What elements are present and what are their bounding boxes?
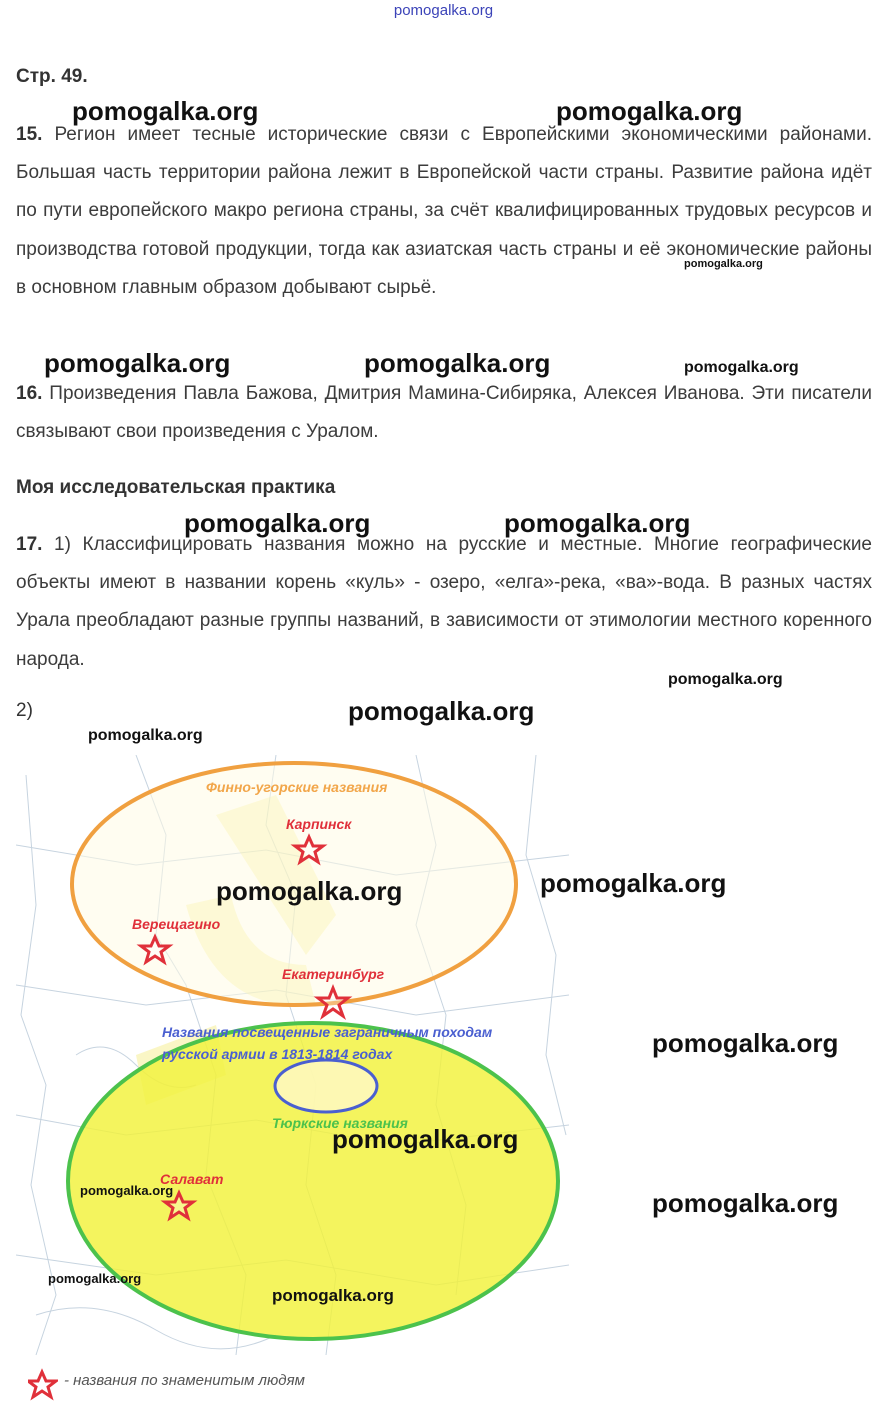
watermark: pomogalka.org [184,508,371,538]
legend-text: - названия по знаменитым людям [64,1372,305,1389]
watermark: pomogalka.org [652,1028,839,1058]
campaign-label-line1: Названия посвещенные заграничным походам [162,1024,493,1040]
campaign-names-ellipse [275,1060,377,1112]
answer-16 [16,375,872,451]
city-label-ekaterinburg: Екатеринбург [282,966,385,982]
turkic-label: Тюркские названия [272,1115,408,1131]
answer-number: 17. [16,534,43,555]
legend-star-icon [28,1368,58,1402]
watermark: pomogalka.org [364,348,551,378]
answer-number: 15. [16,124,43,145]
watermark: pomogalka.org [684,258,763,270]
ural-toponym-map [16,755,569,1360]
watermark: pomogalka.org [684,359,799,376]
city-label-salavat: Салават [160,1171,224,1187]
city-label-vereshchagino: Верещагино [132,916,221,932]
answer-15 [16,116,872,307]
watermark: pomogalka.org [216,876,403,906]
watermark: pomogalka.org [48,1271,142,1286]
watermark: pomogalka.org [668,671,783,688]
answer-text: Регион имеет тесные исторические связи с Европейскими экономическими районами. Большая часть территории района лежит в Европейской части страны. Развитие района идёт по пути европейского макро региона страны, за счёт квалифицированных трудовых ресурсов и производства готовой продукции, тогда как азиатская часть страны и её экономические районы в основном главным образом добывают сырьё. [16,124,872,298]
watermark: pomogalka.org [652,1188,839,1218]
section-title: Моя исследовательская практика [16,477,336,498]
watermark: pomogalka.org [540,868,727,898]
answer-text: 1) Классифицировать названия можно на русские и местные. Многие географические объекты имеют в названии корень «куль» - озеро, «елга»-река, «ва»-вода. В разных частях Урала преобладают разные группы названий, в зависимости от этимологии местного коренного народа. [16,534,872,670]
watermark: pomogalka.org [504,508,691,538]
watermark: pomogalka.org [332,1124,519,1154]
watermark: pomogalka.org [72,96,259,126]
answer-number: 16. [16,383,43,404]
finno-ugric-label: Финно-угорские названия [206,779,388,795]
campaign-label-line2: русской армии в 1813-1814 годах [162,1046,393,1062]
watermark: pomogalka.org [348,696,535,726]
answer-text: Произведения Павла Бажова, Дмитрия Мамина-Сибиряка, Алексея Иванова. Эти писатели связывают свои произведения с Уралом. [16,383,873,443]
site-header: pomogalka.org [393,2,494,19]
page-number: Стр. 49. [16,66,88,87]
watermark: pomogalka.org [88,727,203,744]
city-label-karpinsk: Карпинск [286,816,352,832]
watermark: pomogalka.org [80,1183,174,1198]
watermark: pomogalka.org [272,1286,394,1305]
watermark: pomogalka.org [556,96,743,126]
answer-17 [16,526,872,679]
watermark: pomogalka.org [44,348,231,378]
item-2-label: 2) [16,700,33,721]
